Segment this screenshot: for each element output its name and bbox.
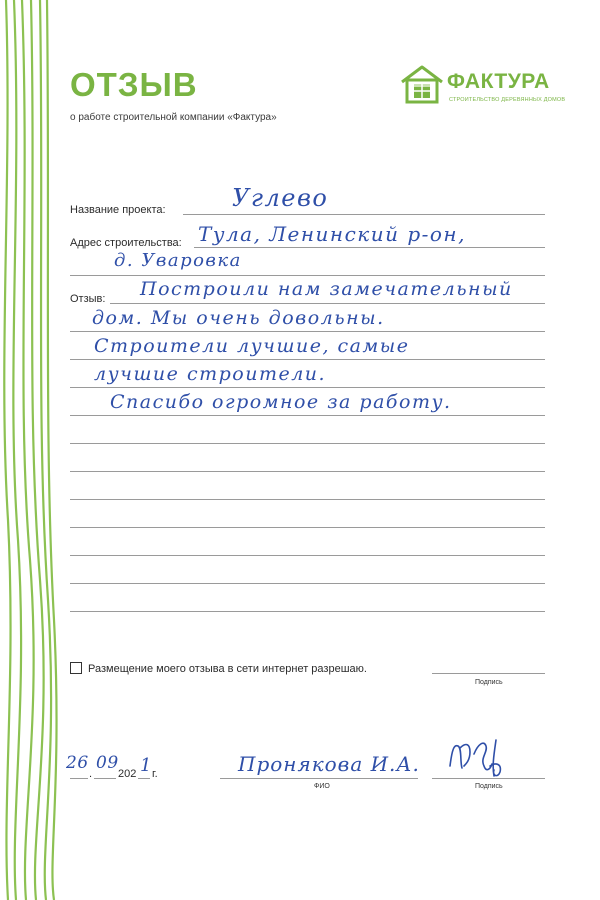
signature-line [432, 778, 545, 779]
review-text-line-1: Построили нам замечательный [140, 278, 513, 300]
consent-signature-caption: Подпись [475, 679, 503, 686]
review-text-line-5: Спасибо огромное за работу. [110, 391, 452, 413]
date-year-line [138, 778, 150, 779]
house-window-icon [400, 64, 444, 104]
date-month-line [94, 778, 116, 779]
consent-row [70, 662, 367, 675]
company-logo [400, 64, 566, 108]
consent-signature-line [432, 673, 545, 674]
review-line-5 [70, 415, 545, 416]
review-line-1 [110, 303, 545, 304]
review-line-4 [70, 387, 545, 388]
blank-line [70, 499, 545, 500]
date-year-digit: 1 [140, 755, 153, 776]
review-text-line-3: Строители лучшие, самые [94, 335, 410, 357]
date-day-line [70, 778, 88, 779]
blank-line [70, 443, 545, 444]
address-line-1 [194, 247, 545, 248]
project-name-value: Углево [232, 184, 329, 212]
review-text-line-2: дом. Мы очень довольны. [92, 307, 385, 329]
fio-value: Пронякова И.А. [238, 752, 420, 776]
fio-caption: ФИО [314, 783, 330, 790]
project-name-line [183, 214, 545, 215]
review-line-2 [70, 331, 545, 332]
handwritten-signature [440, 736, 510, 782]
blank-line [70, 527, 545, 528]
blank-line [70, 471, 545, 472]
review-text-line-4: лучшие строители. [94, 363, 327, 385]
address-value-line-2: д. Уваровка [114, 250, 242, 271]
signature-caption: Подпись [475, 783, 503, 790]
decorative-green-lines [0, 0, 70, 900]
address-value-line-1: Тула, Ленинский р-он, [198, 222, 466, 246]
consent-text: Размещение моего отзыва в сети интернет разрешаю. [88, 663, 367, 675]
date-month: 09 [96, 753, 119, 773]
page-subtitle: о работе строительной компании «Фактура» [70, 112, 277, 123]
date-separator: . [89, 768, 93, 780]
date-year-suffix: г. [152, 768, 158, 780]
blank-line [70, 555, 545, 556]
consent-checkbox[interactable] [70, 662, 82, 674]
blank-line [70, 611, 545, 612]
review-label: Отзыв: [70, 293, 106, 305]
blank-line [70, 583, 545, 584]
review-line-3 [70, 359, 545, 360]
date-year-prefix: 202 [118, 768, 137, 780]
project-name-label: Название проекта: [70, 204, 166, 216]
address-label: Адрес строительства: [70, 237, 182, 249]
address-line-2 [70, 275, 545, 276]
logo-name: ФАКТУРА [447, 70, 550, 93]
page-title: ОТЗЫВ [70, 66, 198, 103]
logo-tagline: СТРОИТЕЛЬСТВО ДЕРЕВЯННЫХ ДОМОВ [449, 97, 566, 103]
date-day: 26 [66, 753, 89, 773]
fio-line [220, 778, 418, 779]
